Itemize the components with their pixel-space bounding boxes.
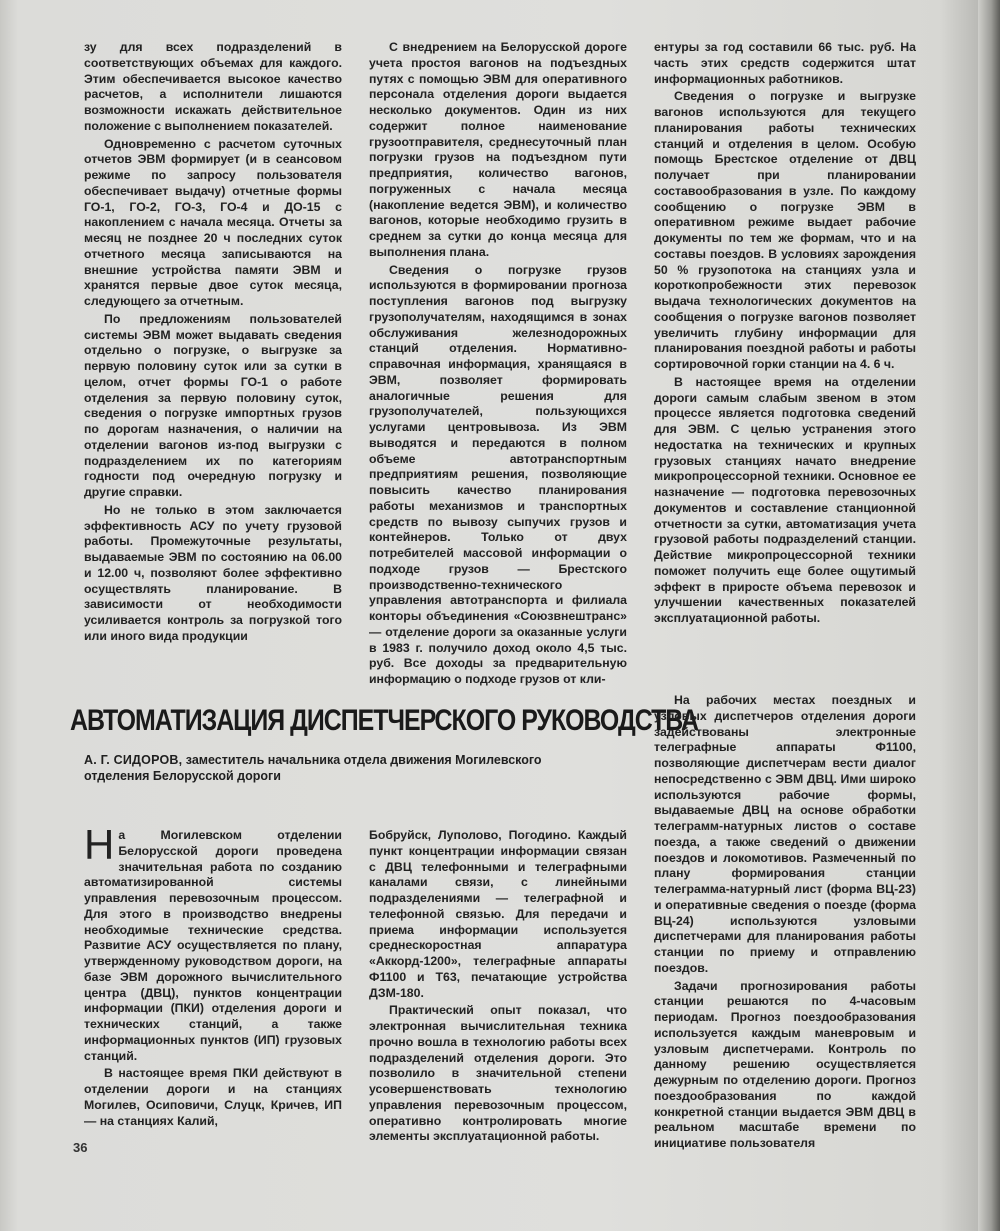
paragraph: В настоящее время на отделении дороги самым слабым звеном в этом процессе является подготовка сведений для ЭВМ. С целью устранения этого недостатка на технических и крупных грузовых станциях начато внедрение микропроцессорной техники. Основное ее назначение — подготовка перевозочных документов и составление станционной отчетности за сутки, автоматизация учета грузовой работы подразделений станции. Действие микропроцессорной техники поможет получить еще более ощутимый эффект в приросте объема перевозок и улучшении качественных показателей эксплуатационной работы. bbox=[654, 374, 916, 625]
paragraph: Но не только в этом заключается эффективность АСУ по учету грузовой работы. Промежуточные результаты, выдаваемые ЭВМ по состоянию на 06.00 и 12.00 ч, позволяют более эффективно осуществлять планирование. В зависимости от необходимости усиливается контроль за погрузкой того или иного вида продукции bbox=[84, 502, 342, 643]
paragraph: зу для всех подразделений в соответствующих объемах для каждого. Этим обеспечивается высокое качество расчетов, а исполнители лишаются возможности искажать действительное положение с выполнением показателей. bbox=[84, 40, 342, 133]
paragraph: ентуры за год составили 66 тыс. руб. На часть этих средств содержится штат информационных работников. bbox=[654, 40, 916, 86]
top-column-3 bbox=[654, 40, 916, 627]
top-column-2 bbox=[369, 40, 627, 688]
author-role: заместитель начальника отдела движения Могилевского отделения Белорусской дороги bbox=[84, 753, 542, 783]
article-column-3 bbox=[654, 693, 916, 1152]
paragraph-text: а Могилевском отделении Белорусской дороги проведена значительная работа по созданию автоматизированной системы управления перевозочным процессом. Для этого в производство внедрены необходимые технические средства. Развитие АСУ осуществляется по плану, утвержденному руководством дороги, на базе ЭВМ дорожного вычислительного центра (ДВЦ), пунктов концентрации информации (ПКИ) отделения дороги и технических станций, а также информационных пунктов (ИП) грузовых станций. bbox=[84, 828, 342, 1063]
paragraph-with-dropcap bbox=[84, 821, 342, 1064]
page-spine-shadow bbox=[978, 0, 1000, 1231]
article-column-2 bbox=[369, 828, 627, 1145]
page-number: 36 bbox=[73, 1140, 88, 1155]
paragraph: Одновременно с расчетом суточных отчетов ЭВМ формирует (и в сеансовом режиме по запросу пользователя обеспечивает выдачу) отчетные формы ГО-1, ГО-2, ГО-3, ГО-4 и ДО-15 с накоплением с начала месяца. Отчеты за месяц не позднее 20 ч последних суток отчетного месяца записываются на внешние устройства памяти ЭВМ и хранятся первые двое суток месяца, следующего за отчетным. bbox=[84, 136, 342, 308]
top-column-1 bbox=[84, 40, 342, 645]
paragraph: Задачи прогнозирования работы станции решаются по 4-часовым периодам. Прогноз поездообразования используется каждым маневровым и узловым диспетчерами. Контроль по данному решению осуществляется дежурным по отделению дороги. Прогноз поездообразования по каждой конкретной станции выдается ЭВМ ДВЦ в реальном масштабе времени по инициативе пользователя bbox=[654, 978, 916, 1150]
paragraph: Практический опыт показал, что электронная вычислительная техника прочно вошла в технологию работы всех подразделений отделения дороги. Это позволило в значительной степени усовершенствовать технологию управления перевозочным процессом, оперативно контролировать многие элементы эксплуатационной работы. bbox=[369, 1003, 627, 1144]
drop-cap: Н bbox=[84, 821, 115, 868]
paragraph: По предложениям пользователей системы ЭВМ может выдавать сведения отдельно о погрузке, о выгрузке за первую половину суток или за сутки в целом, отчет формы ГО-1 о работе отделения за первую половину суток, сведения о погрузке импортных грузов по дорогам назначения, о наличии на отделении вагонов из-под выгрузки с подразделением их по категориям годности под очередную погрузку и другие справки. bbox=[84, 311, 342, 499]
article-title: АВТОМАТИЗАЦИЯ ДИСПЕТЧЕРСКОГО РУКОВОДСТВА bbox=[70, 704, 699, 737]
article-column-1 bbox=[84, 821, 342, 1129]
paragraph: С внедрением на Белорусской дороге учета простоя вагонов на подъездных путях с помощью ЭВМ для оперативного персонала отделения дороги выдается несколько документов. Один из них содержит полное наименование грузоотправителя, среднесуточный план погрузки грузов на подъездном пути предприятия, количество вагонов, погруженных с начала месяца (накопление ведется ЭВМ), и количество вагонов, которые необходимо грузить в среднем за сутки до конца месяца для выполнения плана. bbox=[369, 40, 627, 259]
paragraph: Сведения о погрузке грузов используются в формировании прогноза поступления вагонов под выгрузку грузополучателям, находящимся в зонах обслуживания железнодорожных станций отделения. Нормативно-справочная информация, хранящаяся в ЭВМ, позволяет формировать аналогичные решения для грузополучателей, пользующихся услугами центровывоза. Из ЭВМ выводятся и передаются в полном объеме автотранспортным предприятиям решения, позволяющие повысить качество планирования работы механизмов и транспортных средств по вывозу сыпучих грузов и контейнеров. Только от двух потребителей массовой информации о подходе грузов — Брестского производственно-технического управления автотранспорта и филиала конторы объединения «Союзвнештранс» — отделение дороги за оказанные услуги в 1983 г. получило доход около 4,5 тыс. руб. Все доходы за предварительную информацию о подходе грузов от кли- bbox=[369, 262, 627, 686]
paragraph: Сведения о погрузке и выгрузке вагонов используются для текущего планирования работы технических станций и отделения в целом. Особую помощь Брестское отделение от ДВЦ получает при планировании составообразования в узле. По каждому сообщению о погрузке ЭВМ в оперативном режиме выдает рабочие документы по тем же формам, что и на составы поездов. В условиях зарождения 50 % грузопотока на станциях узла и короткопробежности этих перевозок выдача технологических документов на сообщения о погрузке вагонов позволяет увеличить глубину информации для планирования поездной работы и работы сортировочной горки станции на 4. 6 ч. bbox=[654, 89, 916, 371]
paragraph: Бобруйск, Луполово, Погодино. Каждый пункт концентрации информации связан с ДВЦ телефонными и телеграфными каналами связи, с линейными подразделениями — телеграфной и телефонной связью. Для передачи и приема информации используется среднескоростная аппаратура «Аккорд-1200», телеграфные аппараты Ф1100 и Т63, печатающие устройства ДЗМ-180. bbox=[369, 828, 627, 1000]
article-byline bbox=[84, 752, 584, 784]
paragraph: В настоящее время ПКИ действуют в отделении дороги и на станциях Могилев, Осиповичи, Слуцк, Кричев, ИП — на станциях Калий, bbox=[84, 1066, 342, 1128]
paragraph: На рабочих местах поездных и узловых диспетчеров отделения дороги задействованы электронные телеграфные аппараты Ф1100, позволяющие диспетчерам вести диалог непосредственно с ЭВМ ДВЦ. Ими широко используются рабочие формы, выдаваемые ДВЦ на основе обработки телеграмм-натурных листов о составе поезда, а также сведений о движении поездов и локомотивов. Размеченный по плану формирования станции телеграмма-натурный лист (форма ВЦ-23) и оперативные сведения о поезде (форма ВЦ-24) используются узловыми диспетчерами для планирования работы станции по приему и отправлению поездов. bbox=[654, 693, 916, 975]
author-name: А. Г. СИДОРОВ, bbox=[84, 753, 183, 767]
